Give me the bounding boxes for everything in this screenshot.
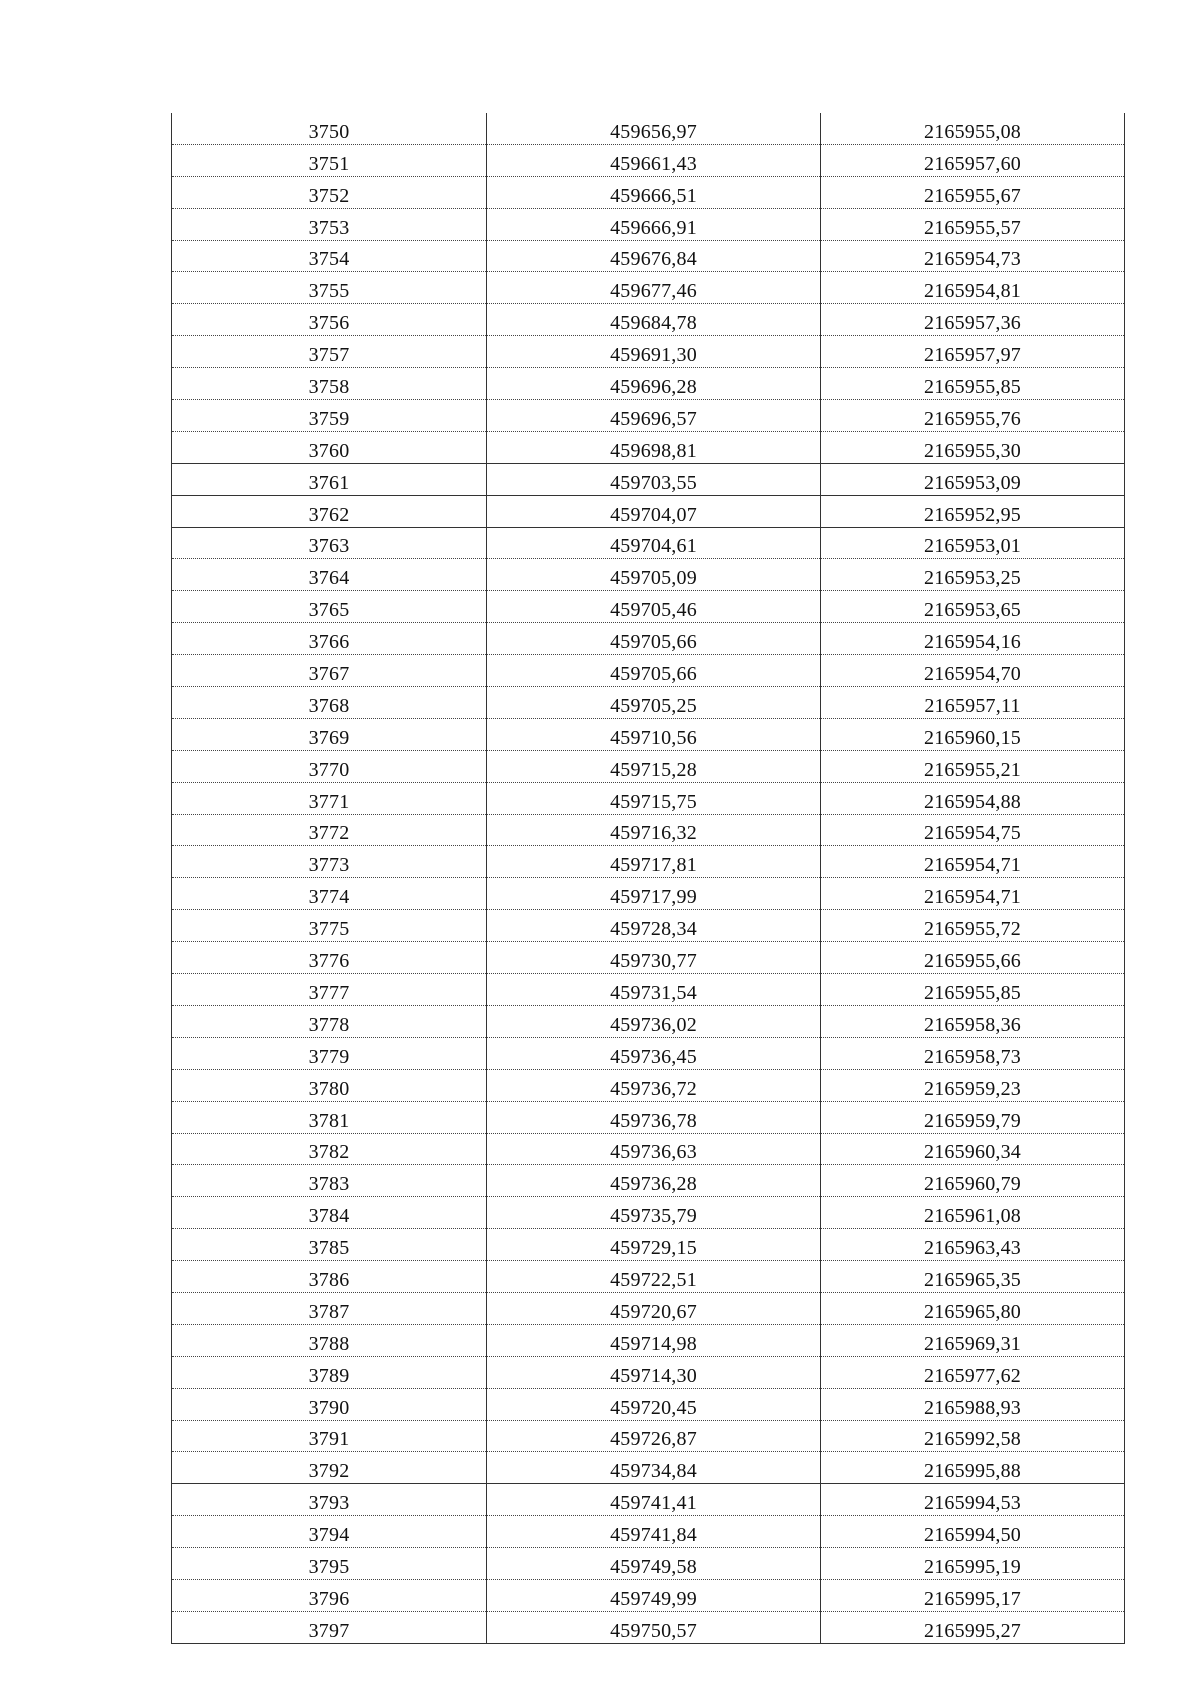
y-coordinate-cell: 2165953,09 bbox=[821, 463, 1125, 495]
y-coordinate-cell: 2165963,43 bbox=[821, 1229, 1125, 1261]
x-coordinate-cell: 459714,30 bbox=[487, 1356, 821, 1388]
y-coordinate-cell: 2165957,97 bbox=[821, 336, 1125, 368]
table-row bbox=[172, 1611, 1125, 1643]
point-number-cell: 3770 bbox=[172, 750, 487, 782]
y-coordinate-cell: 2165955,67 bbox=[821, 176, 1125, 208]
point-number-cell: 3786 bbox=[172, 1261, 487, 1293]
y-coordinate-cell: 2165994,50 bbox=[821, 1516, 1125, 1548]
x-coordinate-cell: 459715,75 bbox=[487, 782, 821, 814]
point-number-cell: 3755 bbox=[172, 272, 487, 304]
point-number-cell: 3792 bbox=[172, 1452, 487, 1484]
point-number-cell: 3783 bbox=[172, 1165, 487, 1197]
y-coordinate-cell: 2165953,01 bbox=[821, 527, 1125, 559]
y-coordinate-cell: 2165988,93 bbox=[821, 1388, 1125, 1420]
x-coordinate-cell: 459714,98 bbox=[487, 1324, 821, 1356]
y-coordinate-cell: 2165955,66 bbox=[821, 942, 1125, 974]
x-coordinate-cell: 459736,78 bbox=[487, 1101, 821, 1133]
y-coordinate-cell: 2165959,23 bbox=[821, 1069, 1125, 1101]
point-number-cell: 3753 bbox=[172, 208, 487, 240]
y-coordinate-cell: 2165954,75 bbox=[821, 814, 1125, 846]
x-coordinate-cell: 459666,51 bbox=[487, 176, 821, 208]
point-number-cell: 3793 bbox=[172, 1484, 487, 1516]
x-coordinate-cell: 459726,87 bbox=[487, 1420, 821, 1452]
point-number-cell: 3779 bbox=[172, 1037, 487, 1069]
y-coordinate-cell: 2165954,88 bbox=[821, 782, 1125, 814]
table-row bbox=[172, 463, 1125, 495]
y-coordinate-cell: 2165954,70 bbox=[821, 655, 1125, 687]
table-row bbox=[172, 176, 1125, 208]
table-row bbox=[172, 1165, 1125, 1197]
y-coordinate-cell: 2165955,08 bbox=[821, 113, 1125, 144]
point-number-cell: 3778 bbox=[172, 1005, 487, 1037]
y-coordinate-cell: 2165957,36 bbox=[821, 304, 1125, 336]
y-coordinate-cell: 2165957,60 bbox=[821, 144, 1125, 176]
table-row bbox=[172, 910, 1125, 942]
x-coordinate-cell: 459716,32 bbox=[487, 814, 821, 846]
x-coordinate-cell: 459731,54 bbox=[487, 974, 821, 1006]
y-coordinate-cell: 2165955,72 bbox=[821, 910, 1125, 942]
coordinates-table-body bbox=[172, 113, 1125, 1643]
x-coordinate-cell: 459705,66 bbox=[487, 623, 821, 655]
table-row bbox=[172, 400, 1125, 432]
y-coordinate-cell: 2165961,08 bbox=[821, 1197, 1125, 1229]
x-coordinate-cell: 459656,97 bbox=[487, 113, 821, 144]
point-number-cell: 3756 bbox=[172, 304, 487, 336]
y-coordinate-cell: 2165995,17 bbox=[821, 1579, 1125, 1611]
y-coordinate-cell: 2165995,88 bbox=[821, 1452, 1125, 1484]
x-coordinate-cell: 459676,84 bbox=[487, 240, 821, 272]
x-coordinate-cell: 459749,99 bbox=[487, 1579, 821, 1611]
y-coordinate-cell: 2165995,19 bbox=[821, 1548, 1125, 1580]
point-number-cell: 3772 bbox=[172, 814, 487, 846]
table-row bbox=[172, 878, 1125, 910]
point-number-cell: 3761 bbox=[172, 463, 487, 495]
table-row bbox=[172, 1037, 1125, 1069]
x-coordinate-cell: 459730,77 bbox=[487, 942, 821, 974]
y-coordinate-cell: 2165955,30 bbox=[821, 431, 1125, 463]
x-coordinate-cell: 459722,51 bbox=[487, 1261, 821, 1293]
x-coordinate-cell: 459736,63 bbox=[487, 1133, 821, 1165]
x-coordinate-cell: 459741,84 bbox=[487, 1516, 821, 1548]
y-coordinate-cell: 2165977,62 bbox=[821, 1356, 1125, 1388]
y-coordinate-cell: 2165960,79 bbox=[821, 1165, 1125, 1197]
table-row bbox=[172, 1579, 1125, 1611]
y-coordinate-cell: 2165953,25 bbox=[821, 559, 1125, 591]
x-coordinate-cell: 459696,57 bbox=[487, 400, 821, 432]
table-row bbox=[172, 1005, 1125, 1037]
table-row bbox=[172, 814, 1125, 846]
point-number-cell: 3781 bbox=[172, 1101, 487, 1133]
table-row bbox=[172, 1101, 1125, 1133]
table-row bbox=[172, 1229, 1125, 1261]
point-number-cell: 3791 bbox=[172, 1420, 487, 1452]
table-row bbox=[172, 655, 1125, 687]
x-coordinate-cell: 459691,30 bbox=[487, 336, 821, 368]
y-coordinate-cell: 2165955,57 bbox=[821, 208, 1125, 240]
table-row bbox=[172, 718, 1125, 750]
y-coordinate-cell: 2165953,65 bbox=[821, 591, 1125, 623]
y-coordinate-cell: 2165992,58 bbox=[821, 1420, 1125, 1452]
y-coordinate-cell: 2165959,79 bbox=[821, 1101, 1125, 1133]
point-number-cell: 3764 bbox=[172, 559, 487, 591]
point-number-cell: 3762 bbox=[172, 495, 487, 527]
point-number-cell: 3774 bbox=[172, 878, 487, 910]
y-coordinate-cell: 2165960,34 bbox=[821, 1133, 1125, 1165]
table-row bbox=[172, 687, 1125, 719]
table-row bbox=[172, 1388, 1125, 1420]
point-number-cell: 3752 bbox=[172, 176, 487, 208]
point-number-cell: 3795 bbox=[172, 1548, 487, 1580]
x-coordinate-cell: 459661,43 bbox=[487, 144, 821, 176]
y-coordinate-cell: 2165965,80 bbox=[821, 1292, 1125, 1324]
y-coordinate-cell: 2165955,85 bbox=[821, 368, 1125, 400]
table-row bbox=[172, 623, 1125, 655]
table-row bbox=[172, 527, 1125, 559]
x-coordinate-cell: 459717,81 bbox=[487, 846, 821, 878]
point-number-cell: 3771 bbox=[172, 782, 487, 814]
table-row bbox=[172, 304, 1125, 336]
point-number-cell: 3785 bbox=[172, 1229, 487, 1261]
point-number-cell: 3797 bbox=[172, 1611, 487, 1643]
x-coordinate-cell: 459741,41 bbox=[487, 1484, 821, 1516]
point-number-cell: 3760 bbox=[172, 431, 487, 463]
x-coordinate-cell: 459703,55 bbox=[487, 463, 821, 495]
table-row bbox=[172, 591, 1125, 623]
table-row bbox=[172, 368, 1125, 400]
y-coordinate-cell: 2165954,71 bbox=[821, 878, 1125, 910]
table-row bbox=[172, 1197, 1125, 1229]
x-coordinate-cell: 459715,28 bbox=[487, 750, 821, 782]
table-row bbox=[172, 846, 1125, 878]
y-coordinate-cell: 2165954,16 bbox=[821, 623, 1125, 655]
point-number-cell: 3789 bbox=[172, 1356, 487, 1388]
x-coordinate-cell: 459684,78 bbox=[487, 304, 821, 336]
table-row bbox=[172, 1420, 1125, 1452]
y-coordinate-cell: 2165955,21 bbox=[821, 750, 1125, 782]
y-coordinate-cell: 2165954,73 bbox=[821, 240, 1125, 272]
x-coordinate-cell: 459705,66 bbox=[487, 655, 821, 687]
point-number-cell: 3767 bbox=[172, 655, 487, 687]
point-number-cell: 3790 bbox=[172, 1388, 487, 1420]
y-coordinate-cell: 2165960,15 bbox=[821, 718, 1125, 750]
point-number-cell: 3765 bbox=[172, 591, 487, 623]
x-coordinate-cell: 459705,25 bbox=[487, 687, 821, 719]
table-row bbox=[172, 974, 1125, 1006]
x-coordinate-cell: 459734,84 bbox=[487, 1452, 821, 1484]
table-row bbox=[172, 336, 1125, 368]
y-coordinate-cell: 2165995,27 bbox=[821, 1611, 1125, 1643]
table-row bbox=[172, 208, 1125, 240]
y-coordinate-cell: 2165957,11 bbox=[821, 687, 1125, 719]
x-coordinate-cell: 459704,07 bbox=[487, 495, 821, 527]
table-row bbox=[172, 942, 1125, 974]
x-coordinate-cell: 459729,15 bbox=[487, 1229, 821, 1261]
x-coordinate-cell: 459705,09 bbox=[487, 559, 821, 591]
point-number-cell: 3788 bbox=[172, 1324, 487, 1356]
x-coordinate-cell: 459696,28 bbox=[487, 368, 821, 400]
y-coordinate-cell: 2165952,95 bbox=[821, 495, 1125, 527]
y-coordinate-cell: 2165965,35 bbox=[821, 1261, 1125, 1293]
table-row bbox=[172, 431, 1125, 463]
point-number-cell: 3776 bbox=[172, 942, 487, 974]
x-coordinate-cell: 459677,46 bbox=[487, 272, 821, 304]
x-coordinate-cell: 459666,91 bbox=[487, 208, 821, 240]
table-row bbox=[172, 1356, 1125, 1388]
x-coordinate-cell: 459710,56 bbox=[487, 718, 821, 750]
x-coordinate-cell: 459736,02 bbox=[487, 1005, 821, 1037]
point-number-cell: 3769 bbox=[172, 718, 487, 750]
x-coordinate-cell: 459705,46 bbox=[487, 591, 821, 623]
x-coordinate-cell: 459736,45 bbox=[487, 1037, 821, 1069]
y-coordinate-cell: 2165994,53 bbox=[821, 1484, 1125, 1516]
point-number-cell: 3758 bbox=[172, 368, 487, 400]
point-number-cell: 3754 bbox=[172, 240, 487, 272]
x-coordinate-cell: 459736,72 bbox=[487, 1069, 821, 1101]
x-coordinate-cell: 459750,57 bbox=[487, 1611, 821, 1643]
point-number-cell: 3750 bbox=[172, 113, 487, 144]
x-coordinate-cell: 459736,28 bbox=[487, 1165, 821, 1197]
table-row bbox=[172, 495, 1125, 527]
x-coordinate-cell: 459704,61 bbox=[487, 527, 821, 559]
coordinates-table bbox=[171, 113, 1125, 1644]
x-coordinate-cell: 459749,58 bbox=[487, 1548, 821, 1580]
point-number-cell: 3794 bbox=[172, 1516, 487, 1548]
table-row bbox=[172, 750, 1125, 782]
point-number-cell: 3796 bbox=[172, 1579, 487, 1611]
table-row bbox=[172, 1324, 1125, 1356]
table-row bbox=[172, 144, 1125, 176]
point-number-cell: 3757 bbox=[172, 336, 487, 368]
y-coordinate-cell: 2165955,76 bbox=[821, 400, 1125, 432]
table-row bbox=[172, 1261, 1125, 1293]
y-coordinate-cell: 2165969,31 bbox=[821, 1324, 1125, 1356]
point-number-cell: 3777 bbox=[172, 974, 487, 1006]
y-coordinate-cell: 2165958,36 bbox=[821, 1005, 1125, 1037]
y-coordinate-cell: 2165958,73 bbox=[821, 1037, 1125, 1069]
table-row bbox=[172, 113, 1125, 144]
point-number-cell: 3751 bbox=[172, 144, 487, 176]
point-number-cell: 3787 bbox=[172, 1292, 487, 1324]
table-row bbox=[172, 272, 1125, 304]
point-number-cell: 3784 bbox=[172, 1197, 487, 1229]
table-row bbox=[172, 782, 1125, 814]
point-number-cell: 3759 bbox=[172, 400, 487, 432]
x-coordinate-cell: 459728,34 bbox=[487, 910, 821, 942]
x-coordinate-cell: 459698,81 bbox=[487, 431, 821, 463]
point-number-cell: 3766 bbox=[172, 623, 487, 655]
x-coordinate-cell: 459720,67 bbox=[487, 1292, 821, 1324]
x-coordinate-cell: 459735,79 bbox=[487, 1197, 821, 1229]
table-row bbox=[172, 1548, 1125, 1580]
table-row bbox=[172, 240, 1125, 272]
point-number-cell: 3773 bbox=[172, 846, 487, 878]
x-coordinate-cell: 459720,45 bbox=[487, 1388, 821, 1420]
point-number-cell: 3763 bbox=[172, 527, 487, 559]
table-row bbox=[172, 1516, 1125, 1548]
x-coordinate-cell: 459717,99 bbox=[487, 878, 821, 910]
point-number-cell: 3775 bbox=[172, 910, 487, 942]
table-row bbox=[172, 1484, 1125, 1516]
table-row bbox=[172, 1133, 1125, 1165]
table-row bbox=[172, 1292, 1125, 1324]
table-row bbox=[172, 1069, 1125, 1101]
point-number-cell: 3780 bbox=[172, 1069, 487, 1101]
y-coordinate-cell: 2165954,71 bbox=[821, 846, 1125, 878]
point-number-cell: 3782 bbox=[172, 1133, 487, 1165]
table-row bbox=[172, 559, 1125, 591]
y-coordinate-cell: 2165954,81 bbox=[821, 272, 1125, 304]
table-row bbox=[172, 1452, 1125, 1484]
y-coordinate-cell: 2165955,85 bbox=[821, 974, 1125, 1006]
point-number-cell: 3768 bbox=[172, 687, 487, 719]
